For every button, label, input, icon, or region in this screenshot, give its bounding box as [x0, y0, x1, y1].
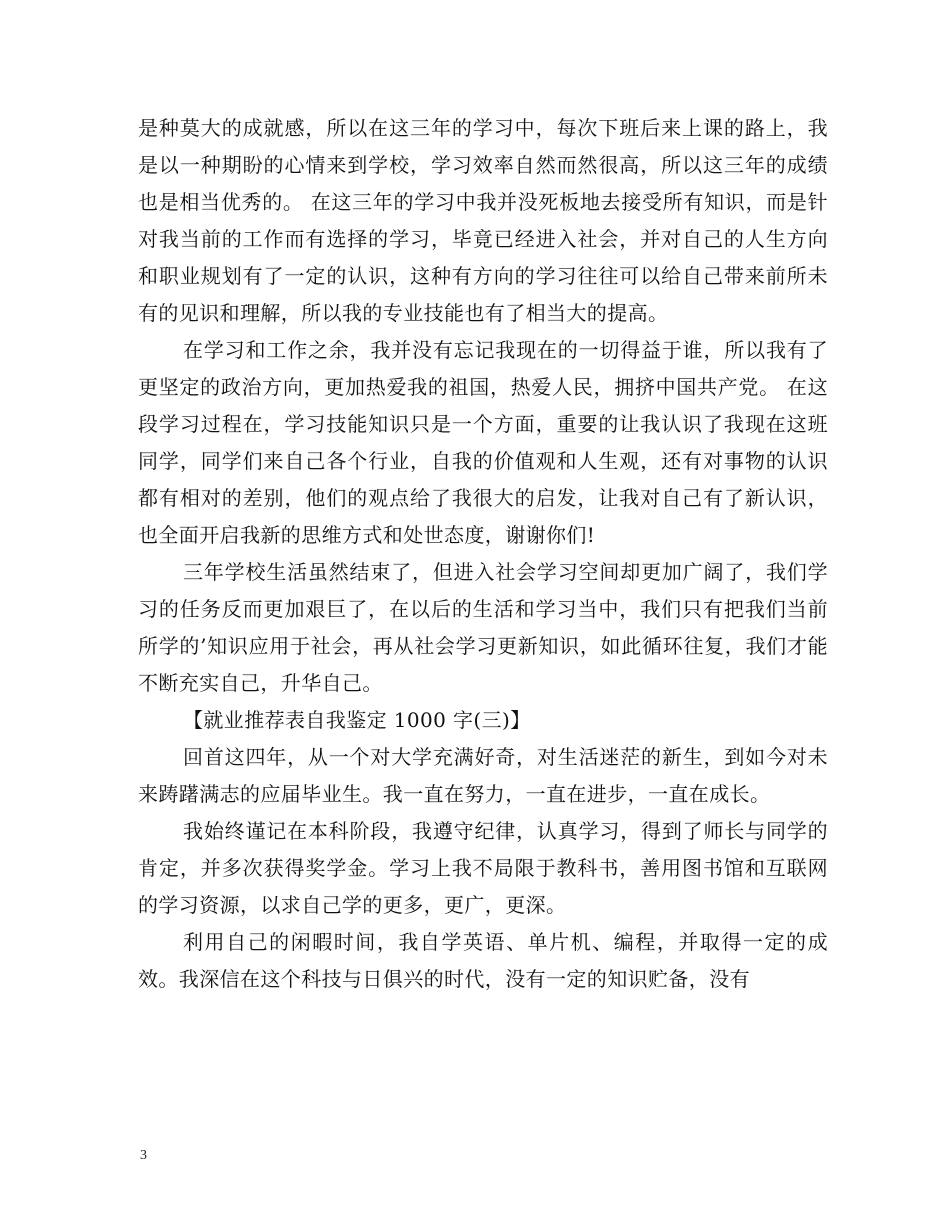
section-paragraph-1: 回首这四年，从一个对大学充满好奇，对生活迷茫的新生，到如今对未来踌躇满志的应届毕业生。我一直在努力，一直在进步，一直在成长。	[138, 745, 828, 806]
paragraph-1: 是种莫大的成就感，所以在这三年的学习中，每次下班后来上课的路上，我是以一种期盼的心情来到学校，学习效率自然而然很高，所以这三年的成绩也是相当优秀的。 在这三年的学习中我并没死板地去接受所有知识，而是针对我当前的工作而有选择的学习，毕竟已经进入社会，并对自己的人生方向和职业规划有了一定的认识，这种有方向的学习往往可以给自己带来前所未有的见识和理解，所以我的专业技能也有了相当大的提高。	[138, 116, 828, 325]
page-number: 3	[140, 1148, 147, 1163]
section-paragraph-3: 利用自己的闲暇时间，我自学英语、单片机、编程，并取得一定的成效。我深信在这个科技与日俱兴的时代，没有一定的知识贮备，没有	[138, 930, 828, 991]
paragraph-3: 三年学校生活虽然结束了，但进入社会学习空间却更加广阔了，我们学习的任务反而更加艰巨了，在以后的生活和学习当中，我们只有把我们当前所学的’知识应用于社会，再从社会学习更新知识，如此循环往复，我们才能不断充实自己，升华自己。	[138, 560, 828, 695]
section-paragraph-2: 我始终谨记在本科阶段，我遵守纪律，认真学习，得到了师长与同学的肯定，并多次获得奖学金。学习上我不局限于教科书，善用图书馆和互联网的学习资源，以求自己学的更多，更广，更深。	[138, 819, 828, 917]
paragraph-2: 在学习和工作之余，我并没有忘记我现在的一切得益于谁，所以我有了更坚定的政治方向，更加热爱我的祖国，热爱人民，拥挤中国共产党。 在这段学习过程在，学习技能知识只是一个方面，重要的让我认识了我现在这班同学，同学们来自己各个行业，自我的价值观和人生观，还有对事物的认识都有相对的差别，他们的观点给了我很大的启发，让我对自己有了新认识，也全面开启我新的思维方式和处世态度，谢谢你们!	[138, 338, 828, 547]
document-body	[138, 110, 828, 998]
section-heading: 【就业推荐表自我鉴定 1000 字(三)】	[183, 708, 531, 732]
